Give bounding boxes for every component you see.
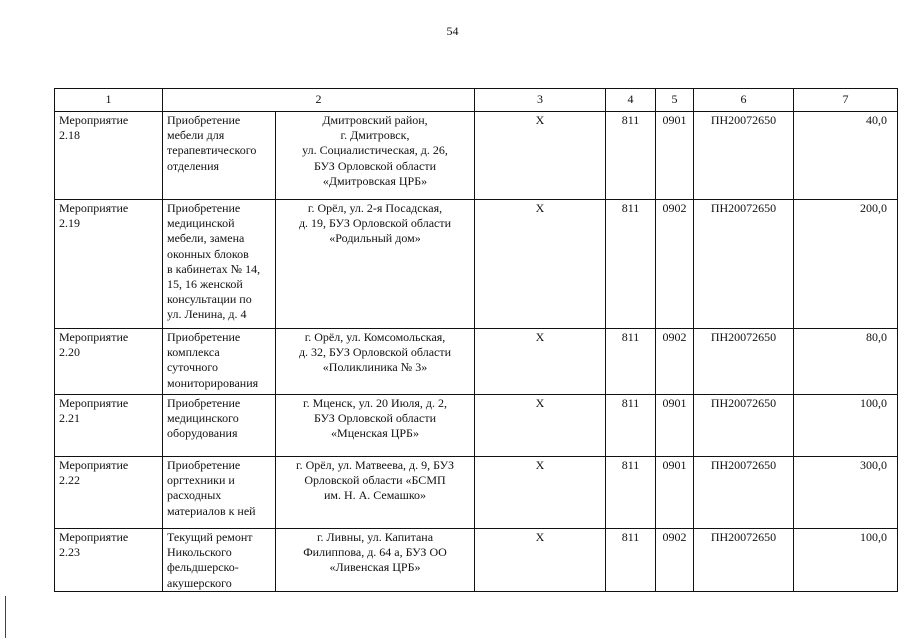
- table-row: [55, 457, 898, 529]
- cell-line: отделения: [167, 158, 220, 173]
- cell-line: оборудования: [167, 426, 238, 441]
- column-4-cell: 811: [606, 329, 656, 395]
- cell-line: Филиппова, д. 64 а, БУЗ ОО: [303, 545, 447, 560]
- cell-line: Приобретение: [167, 113, 241, 127]
- column-4-cell: 811: [606, 200, 656, 329]
- cell-line: 2.18: [59, 128, 80, 143]
- column-4-cell: 811: [606, 112, 656, 200]
- cell-line: в кабинетах № 14,: [167, 261, 261, 276]
- cell-line: Дмитровский район,: [322, 113, 428, 127]
- cell-line: «Мценская ЦРБ»: [331, 426, 419, 441]
- event-name-cell: [163, 200, 276, 329]
- cell-line: Мероприятие: [59, 330, 129, 344]
- cell-line: Мероприятие: [59, 113, 129, 127]
- code-cell: ПН20072650: [694, 529, 794, 592]
- cell-line: мониторирования: [167, 375, 259, 390]
- header-col-1: 1: [55, 89, 163, 112]
- cell-line: Приобретение: [167, 458, 241, 472]
- event-number-cell: [55, 200, 163, 329]
- column-3-cell: Х: [475, 457, 606, 529]
- address-cell: [276, 457, 475, 529]
- cell-line: медицинского: [167, 411, 239, 426]
- cell-line: 2.22: [59, 473, 80, 488]
- table-row: [55, 395, 898, 457]
- cell-line: Орловской области «БСМП: [304, 473, 446, 488]
- page-number: 54: [446, 24, 459, 38]
- header-col-5: 5: [656, 89, 694, 112]
- cell-line: г. Мценск, ул. 20 Июля, д. 2,: [303, 396, 447, 410]
- event-name-cell: [163, 329, 276, 395]
- code-cell: ПН20072650: [694, 395, 794, 457]
- cell-line: г. Орёл, ул. 2-я Посадская,: [307, 201, 443, 215]
- amount-cell: 100,0: [794, 395, 898, 457]
- column-3-cell: Х: [475, 329, 606, 395]
- cell-line: «Поликлиника № 3»: [322, 360, 428, 375]
- cell-line: суточного: [167, 360, 219, 375]
- cell-line: 2.20: [59, 345, 80, 360]
- cell-line: Приобретение: [167, 396, 241, 410]
- cell-line: Мероприятие: [59, 458, 129, 472]
- header-col-3: 3: [475, 89, 606, 112]
- cell-line: оконных блоков: [167, 246, 249, 261]
- cell-line: 15, 16 женской: [167, 277, 243, 292]
- cell-line: оргтехники и: [167, 473, 235, 488]
- event-number-cell: [55, 457, 163, 529]
- cell-line: терапевтического: [167, 143, 257, 158]
- column-4-cell: 811: [606, 395, 656, 457]
- address-cell: [276, 200, 475, 329]
- address-cell: [276, 529, 475, 592]
- header-col-6: 6: [694, 89, 794, 112]
- column-3-cell: Х: [475, 395, 606, 457]
- event-name-cell: [163, 395, 276, 457]
- column-3-cell: Х: [475, 200, 606, 329]
- event-number-cell: [55, 329, 163, 395]
- cell-line: 2.23: [59, 545, 80, 560]
- cell-line: ул. Ленина, д. 4: [167, 307, 247, 322]
- address-cell: [276, 329, 475, 395]
- header-row: [55, 89, 898, 112]
- cell-line: комплекса: [167, 345, 220, 360]
- column-5-cell: 0901: [656, 112, 694, 200]
- table-row: [55, 200, 898, 329]
- code-cell: ПН20072650: [694, 200, 794, 329]
- cell-line: г. Дмитровск,: [340, 128, 410, 143]
- address-cell: [276, 395, 475, 457]
- amount-cell: 300,0: [794, 457, 898, 529]
- page-edge-line: [5, 596, 6, 638]
- table-row: [55, 529, 898, 592]
- cell-line: Приобретение: [167, 330, 241, 344]
- cell-line: ул. Социалистическая, д. 26,: [302, 143, 448, 158]
- table-row: [55, 112, 898, 200]
- cell-line: 2.19: [59, 216, 80, 231]
- event-name-cell: [163, 529, 276, 592]
- column-3-cell: Х: [475, 112, 606, 200]
- amount-cell: 40,0: [794, 112, 898, 200]
- code-cell: ПН20072650: [694, 329, 794, 395]
- header-col-4: 4: [606, 89, 656, 112]
- cell-line: Текущий ремонт: [167, 530, 253, 544]
- cell-line: БУЗ Орловской области: [314, 158, 436, 173]
- cell-line: медицинской: [167, 216, 235, 231]
- table-row: [55, 329, 898, 395]
- cell-line: фельдшерско-: [167, 560, 239, 575]
- code-cell: ПН20072650: [694, 112, 794, 200]
- cell-line: материалов к ней: [167, 503, 256, 518]
- cell-line: Мероприятие: [59, 396, 129, 410]
- cell-line: им. Н. А. Семашко»: [323, 488, 427, 503]
- column-4-cell: 811: [606, 457, 656, 529]
- cell-line: мебели для: [167, 128, 225, 143]
- event-name-cell: [163, 112, 276, 200]
- cell-line: «Родильный дом»: [329, 231, 421, 246]
- header-col-2: 2: [163, 89, 475, 112]
- budget-table: [54, 88, 898, 592]
- cell-line: г. Ливны, ул. Капитана: [316, 530, 434, 544]
- cell-line: БУЗ Орловской области: [314, 411, 436, 426]
- column-5-cell: 0902: [656, 529, 694, 592]
- cell-line: д. 32, БУЗ Орловской области: [298, 345, 452, 360]
- event-number-cell: [55, 395, 163, 457]
- cell-line: Приобретение: [167, 201, 241, 215]
- cell-line: 2.21: [59, 411, 80, 426]
- cell-line: Мероприятие: [59, 201, 129, 215]
- header-col-7: 7: [794, 89, 898, 112]
- column-5-cell: 0902: [656, 200, 694, 329]
- event-name-cell: [163, 457, 276, 529]
- amount-cell: 80,0: [794, 329, 898, 395]
- cell-line: мебели, замена: [167, 231, 245, 246]
- cell-line: консультации по: [167, 292, 252, 307]
- amount-cell: 100,0: [794, 529, 898, 592]
- amount-cell: 200,0: [794, 200, 898, 329]
- event-number-cell: [55, 112, 163, 200]
- cell-line: Мероприятие: [59, 530, 129, 544]
- cell-line: расходных: [167, 488, 222, 503]
- cell-line: акушерского: [167, 575, 232, 590]
- column-5-cell: 0901: [656, 457, 694, 529]
- column-5-cell: 0902: [656, 329, 694, 395]
- column-3-cell: Х: [475, 529, 606, 592]
- cell-line: Никольского: [167, 545, 232, 560]
- column-4-cell: 811: [606, 529, 656, 592]
- cell-line: г. Орёл, ул. Комсомольская,: [304, 330, 446, 344]
- event-number-cell: [55, 529, 163, 592]
- cell-line: «Ливенская ЦРБ»: [329, 560, 421, 575]
- cell-line: г. Орёл, ул. Матвеева, д. 9, БУЗ: [296, 458, 454, 472]
- cell-line: д. 19, БУЗ Орловской области: [298, 216, 452, 231]
- column-5-cell: 0901: [656, 395, 694, 457]
- cell-line: «Дмитровская ЦРБ»: [322, 173, 428, 188]
- code-cell: ПН20072650: [694, 457, 794, 529]
- address-cell: [276, 112, 475, 200]
